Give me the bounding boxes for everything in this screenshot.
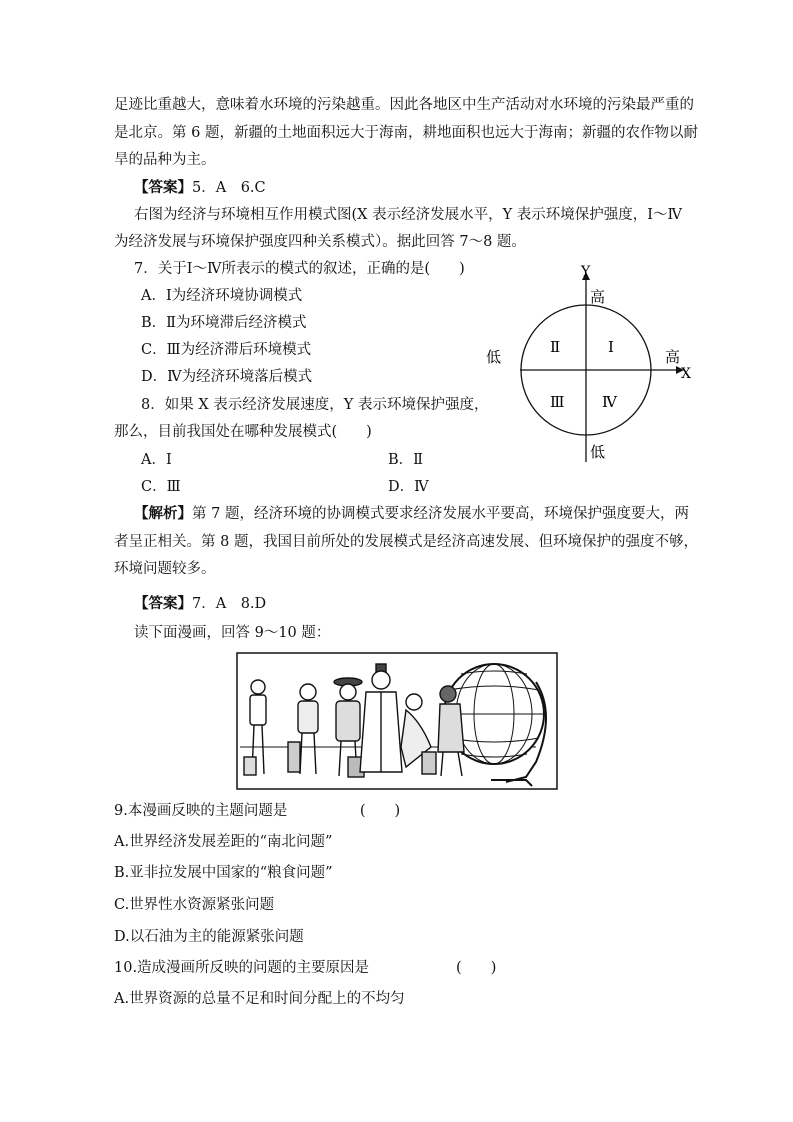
- answer-tag: 【答案】: [134, 179, 192, 196]
- paragraph-line: 是北京。第 6 题，新疆的土地面积远大于海南，耕地面积也远大于海南；新疆的农作物以耐: [114, 125, 698, 141]
- x-high-label: 高: [665, 348, 681, 366]
- paragraph-line: 足迹比重越大，意味着水环境的污染越重。因此各地区中生产活动对水环境的污染最严重的: [114, 97, 694, 113]
- answer-line: [134, 595, 266, 613]
- y-axis-label: Y: [581, 264, 591, 280]
- quadrant-1-label: Ⅰ: [608, 338, 614, 356]
- analysis-text: 第 7 题，经济环境的协调模式要求经济发展水平要高，环境保护强度要大，两: [192, 506, 689, 522]
- question-8-stem: 8．如果 X 表示经济发展速度，Y 表示环境保护强度，: [141, 397, 489, 413]
- analysis-line: 环境问题较多。: [114, 561, 216, 577]
- cartoon-image: [236, 652, 558, 790]
- question-10-stem: 10.造成漫画所反映的问题的主要原因是 ( ): [114, 960, 497, 976]
- x-low-label: 低: [486, 348, 502, 366]
- paragraph-line: 旱的品种为主。: [114, 152, 216, 168]
- answer-text: 7．A 8.D: [192, 596, 267, 612]
- option-c: C.世界性水资源紧张问题: [114, 897, 275, 913]
- question-9-stem: 9.本漫画反映的主题问题是 ( ): [114, 803, 401, 819]
- answer-line: [134, 179, 266, 197]
- option-a: A．Ⅰ为经济环境协调模式: [141, 288, 303, 304]
- quadrant-2-label: Ⅱ: [550, 338, 561, 356]
- option-a: A．Ⅰ: [141, 452, 172, 468]
- x-axis-label: X: [681, 366, 691, 382]
- analysis-line: [134, 505, 689, 523]
- option-b: B．Ⅱ为环境滞后经济模式: [141, 315, 307, 331]
- economy-environment-diagram: [480, 262, 700, 472]
- option-b: B．Ⅱ: [388, 452, 424, 468]
- option-c: C．Ⅲ为经济滞后环境模式: [141, 342, 312, 358]
- option-d: D．Ⅳ: [388, 479, 429, 495]
- option-b: B.亚非拉发展中国家的“粮食问题”: [114, 865, 333, 881]
- answer-text: 5．A 6.C: [192, 180, 266, 196]
- answer-tag: 【答案】: [134, 595, 192, 612]
- option-c: C．Ⅲ: [141, 479, 181, 495]
- y-high-label: 高: [590, 288, 606, 306]
- option-d: D．Ⅳ为经济环境落后模式: [141, 369, 313, 385]
- option-a: A.世界经济发展差距的“南北问题”: [114, 834, 333, 850]
- intro-line: 右图为经济与环境相互作用模式图(X 表示经济发展水平，Y 表示环境保护强度，Ⅰ～Ⅳ: [134, 207, 682, 223]
- question-8-stem: 那么，目前我国处在哪种发展模式( ): [114, 424, 372, 440]
- quadrant-4-label: Ⅳ: [602, 393, 617, 411]
- analysis-tag: 【解析】: [134, 505, 192, 522]
- option-d: D.以石油为主的能源紧张问题: [114, 929, 304, 945]
- analysis-line: 者呈正相关。第 8 题，我国目前所处的发展模式是经济高速发展、但环境保护的强度不够，: [114, 534, 698, 550]
- quadrant-3-label: Ⅲ: [550, 393, 565, 411]
- y-low-label: 低: [590, 443, 606, 461]
- intro-line: 读下面漫画，回答 9～10 题：: [134, 625, 331, 641]
- question-7-stem: 7．关于Ⅰ～Ⅳ所表示的模式的叙述，正确的是( ): [134, 261, 465, 277]
- option-a: A.世界资源的总量不足和时间分配上的不均匀: [114, 991, 405, 1007]
- intro-line: 为经济发展与环境保护强度四种关系模式）。据此回答 7～8 题。: [114, 234, 526, 250]
